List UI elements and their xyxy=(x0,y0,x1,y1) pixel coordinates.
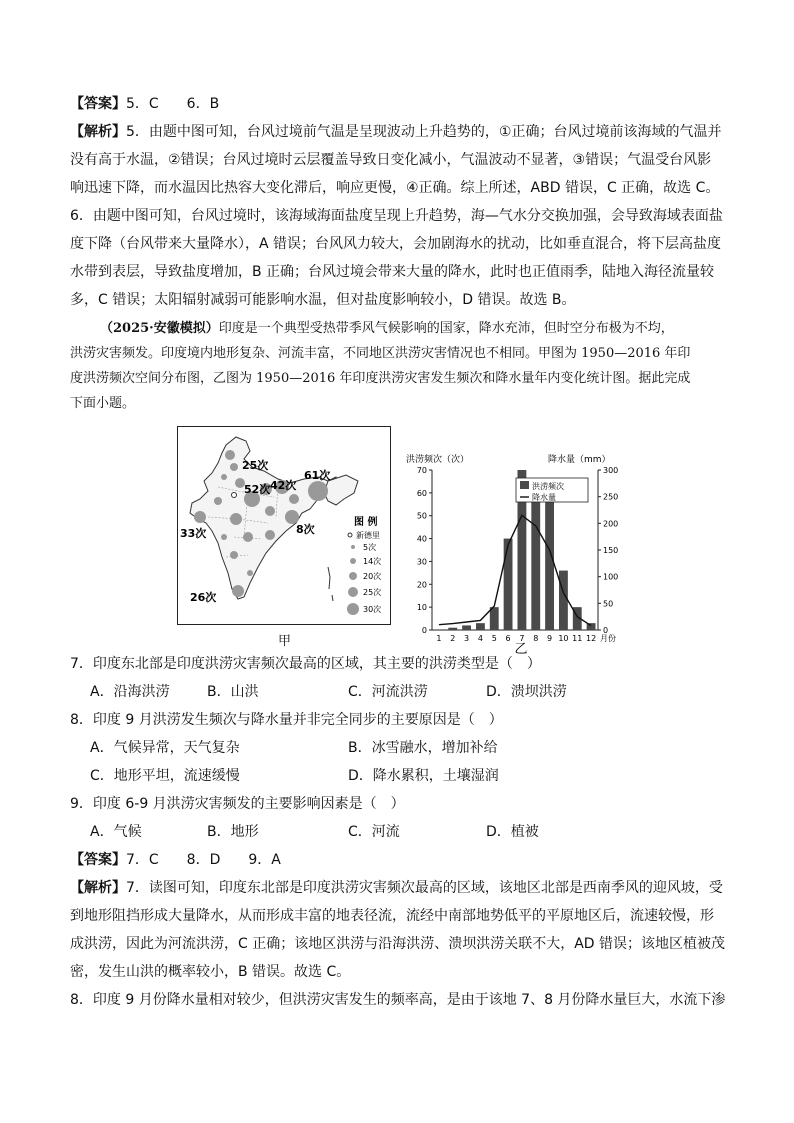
intro-line: 下面小题。 xyxy=(70,396,136,411)
question-9-stem: 9．印度 6-9 月洪涝灾害频发的主要影响因素是（ ） xyxy=(70,796,405,812)
right-tick-label: 50 xyxy=(603,599,614,609)
answer-label: 【答案】 xyxy=(70,852,126,868)
question-7-stem: 7．印度东北部是印度洪涝灾害频次最高的区域，其主要的洪涝类型是（ ） xyxy=(70,656,541,672)
x-tick-label: 11 xyxy=(572,634,583,643)
option-b[interactable]: B．冰雪融水，增加补给 xyxy=(348,740,498,756)
analysis-line: 水带到表层，导致盐度增加，B 正确；台风过境会带来大量的降水，此时也正值雨季，陆地入海径流量较 xyxy=(70,264,715,280)
bar-4 xyxy=(476,623,485,630)
option-b[interactable]: B．山洪 xyxy=(207,684,259,700)
question-8-options xyxy=(90,734,730,762)
option-d[interactable]: D．溃坝洪涝 xyxy=(486,684,567,700)
option-d[interactable]: D．植被 xyxy=(486,824,539,840)
right-tick-label: 200 xyxy=(603,519,619,529)
legend-item: 30次 xyxy=(363,605,382,614)
map-graphic xyxy=(178,427,389,623)
bar-9 xyxy=(545,502,554,630)
answer-line-1 xyxy=(70,90,730,118)
x-tick-label: 9 xyxy=(547,634,553,643)
option-a[interactable]: A．气候 xyxy=(90,824,142,840)
right-tick-label: 0 xyxy=(603,626,609,635)
x-tick-label: 10 xyxy=(558,634,569,643)
source-tag: （2025·安徽模拟） xyxy=(100,321,219,336)
legend-line-label: 降水量 xyxy=(532,493,556,502)
answer-text: 5．C 6．B xyxy=(126,96,220,112)
answer-label: 【答案】 xyxy=(70,96,126,112)
bar-6 xyxy=(504,539,513,630)
chart-caption: 乙 xyxy=(514,642,528,657)
analysis-line xyxy=(70,118,730,146)
left-tick-label: 0 xyxy=(421,626,427,635)
right-tick-label: 300 xyxy=(603,466,619,475)
right-tick-label: 150 xyxy=(603,546,619,555)
x-tick-label: 7 xyxy=(519,634,525,643)
x-unit-label: 月份 xyxy=(600,634,616,643)
option-b[interactable]: B．地形 xyxy=(207,824,259,840)
intro-line: 度洪涝频次空间分布图，乙图为 1950—2016 年印度洪涝灾害发生频次和降水量年内变化统计图。据此完成 xyxy=(70,371,691,386)
right-tick-label: 100 xyxy=(603,572,619,582)
analysis-text: 5．由题中图可知，台风过境前气温是呈现波动上升趋势的，①正确；台风过境前该海域的气温并 xyxy=(126,124,722,140)
analysis-label: 【解析】 xyxy=(70,124,126,140)
map-label: 52次 xyxy=(244,483,271,496)
x-tick-label: 12 xyxy=(585,634,597,643)
analysis-line: 成洪涝，因此为河流洪涝，C 正确；该地区洪涝与沿海洪涝、溃坝洪涝关联不大，AD 错误；该地区植被茂 xyxy=(70,936,726,952)
legend-title: 图 例 xyxy=(354,517,378,528)
option-a[interactable]: A．沿海洪涝 xyxy=(90,684,170,700)
map-label: 61次 xyxy=(304,469,331,482)
india-flood-map xyxy=(177,426,391,625)
legend-item: 新德里 xyxy=(356,531,380,540)
x-tick-label: 1 xyxy=(436,634,442,643)
intro-line xyxy=(70,316,730,341)
map-caption: 甲 xyxy=(278,634,292,649)
analysis-line: 多，C 错误；太阳辐射减弱可能影响水温，但对盐度影响较小，D 错误。故选 B。 xyxy=(70,292,576,308)
x-tick-label: 2 xyxy=(450,634,456,643)
left-tick-label: 40 xyxy=(416,534,427,544)
map-label: 26次 xyxy=(190,591,217,604)
intro-text: 印度是一个典型受热带季风气候影响的国家，降水充沛，但时空分布极为不均， xyxy=(218,321,674,336)
x-tick-label: 5 xyxy=(491,634,497,643)
option-c[interactable]: C．河流 xyxy=(348,824,400,840)
right-tick-label: 250 xyxy=(603,492,619,502)
right-axis-title: 降水量（mm） xyxy=(548,455,611,465)
analysis-line: 没有高于水温，②错误；台风过境时云层覆盖导致日变化减小，气温波动不显著，③错误；气温受台风影 xyxy=(70,152,712,168)
legend-bar-label: 洪涝频次 xyxy=(532,482,564,491)
bar-2 xyxy=(448,628,457,630)
map-label: 8次 xyxy=(296,523,315,536)
option-c[interactable]: C．河流洪涝 xyxy=(348,684,428,700)
analysis-line: 密，发生山洪的概率较小，B 错误。故选 C。 xyxy=(70,964,351,980)
left-tick-label: 10 xyxy=(416,603,427,613)
analysis-line: 响迅速下降，而水温因比热容大变化滞后，响应更慢，④正确。综上所述，ABD 错误，C 正确，故选 C。 xyxy=(70,180,720,196)
analysis-line: 8．印度 9 月份降水量相对较少，但洪涝灾害发生的频率高，是由于该地 7、8 月份降水量巨大，水流下渗 xyxy=(70,992,726,1008)
bar-5 xyxy=(490,607,499,630)
legend-item: 20次 xyxy=(363,572,382,581)
legend-bar-swatch xyxy=(520,481,529,489)
question-7-options xyxy=(90,678,730,706)
map-label: 42次 xyxy=(270,479,297,492)
legend-item: 14次 xyxy=(363,557,382,566)
left-tick-label: 60 xyxy=(416,488,427,498)
option-d[interactable]: D．降水累积，土壤湿润 xyxy=(348,768,499,784)
question-8-stem: 8．印度 9 月洪涝发生频次与降水量并非完全同步的主要原因是（ ） xyxy=(70,712,503,728)
x-tick-label: 4 xyxy=(477,634,483,643)
flood-rainfall-chart xyxy=(398,448,628,658)
analysis-text: 7．读图可知，印度东北部是印度洪涝灾害频次最高的区域，该地区北部是西南季风的迎风坡，受 xyxy=(126,880,723,896)
analysis-label: 【解析】 xyxy=(70,880,126,896)
left-tick-label: 50 xyxy=(416,511,427,521)
map-label: 33次 xyxy=(180,527,207,540)
left-tick-label: 20 xyxy=(416,580,427,590)
rainfall-line xyxy=(439,515,591,625)
legend-item: 25次 xyxy=(363,588,382,597)
legend-item: 5次 xyxy=(363,543,377,552)
option-c[interactable]: C．地形平坦，流速缓慢 xyxy=(90,768,240,784)
left-axis-title: 洪涝频次（次） xyxy=(406,455,470,465)
analysis-line: 到地形阻挡形成大量降水，从而形成丰富的地表径流，流经中南部地势低平的平原地区后，流速较慢，形 xyxy=(70,908,714,924)
bar-8 xyxy=(531,488,540,630)
answer-line-2 xyxy=(70,846,730,874)
left-tick-label: 30 xyxy=(416,557,427,567)
bar-3 xyxy=(462,625,471,630)
analysis-line xyxy=(70,874,730,902)
intro-line: 洪涝灾害频发。印度境内地形复杂、河流丰富，不同地区洪涝灾害情况也不相同。甲图为 1950—2016 年印 xyxy=(70,346,691,361)
question-8-options xyxy=(90,762,730,790)
analysis-line: 6．由题中图可知，台风过境时，该海域海面盐度呈现上升趋势，海—气水分交换加强，会导致海域表面盐 xyxy=(70,208,723,224)
option-a[interactable]: A．气候异常，天气复杂 xyxy=(90,740,240,756)
left-tick-label: 70 xyxy=(416,466,427,475)
analysis-line: 度下降（台风带来大量降水），A 错误；台风风力较大，会加剧海水的扰动，比如垂直混合，将下层高盐度 xyxy=(70,236,722,252)
x-tick-label: 6 xyxy=(505,634,511,643)
bar-10 xyxy=(559,571,568,630)
x-tick-label: 8 xyxy=(533,634,539,643)
x-tick-label: 3 xyxy=(464,634,470,643)
map-label: 25次 xyxy=(242,459,269,472)
answer-text: 7．C 8．D 9．A xyxy=(126,852,281,868)
question-9-options xyxy=(90,818,730,846)
